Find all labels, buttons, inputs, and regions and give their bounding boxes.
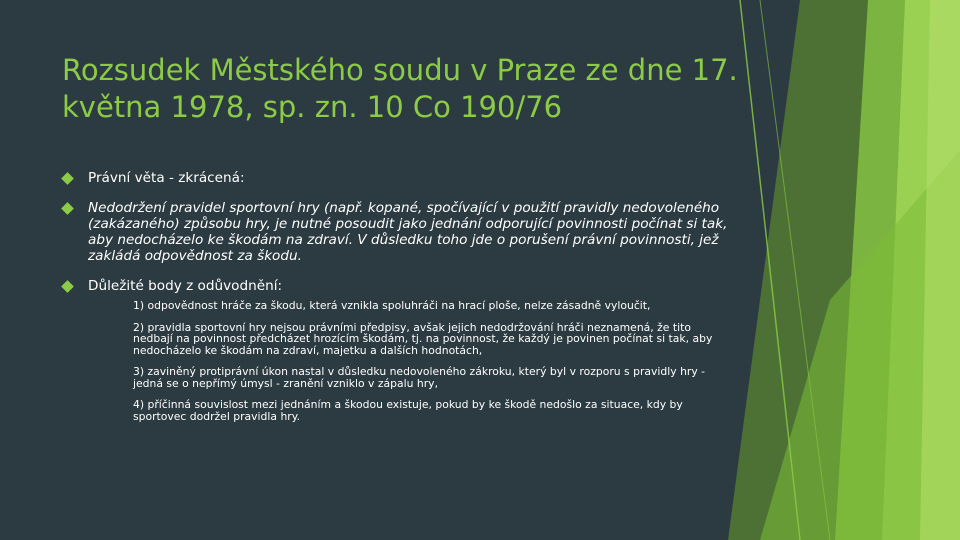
subpoint-list bbox=[133, 300, 723, 432]
subpoint-item: 3) zaviněný protiprávní úkon nastal v důsledku nedovoleného zákroku, který byl v rozporu s pravidly hry - jedná se o nepřímý úmysl - zranění vzniklo v zápalu hry, bbox=[133, 365, 706, 390]
bullet-item bbox=[62, 200, 742, 264]
subpoint-item: 2) pravidla sportovní hry nejsou právními předpisy, avšak jejich nedodržování hráči neznamená, že tito nedbají na povinnost předcházet hrozícím škodám, tj. na povinnost, že každý je povinen počínat si tak, aby nedocházelo ke škodám na zdraví, majetku a dalších hodnotách, bbox=[133, 320, 713, 357]
subpoint-item: 1) odpovědnost hráče za škodu, která vznikla spoluhráči na hrací ploše, nelze zásadně vyloučit, bbox=[133, 299, 651, 312]
diamond-bullet-icon bbox=[61, 172, 74, 185]
diamond-bullet-icon bbox=[61, 280, 74, 293]
subpoint-item: 4) příčinná souvislost mezi jednáním a škodou existuje, pokud by ke škodě nedošlo za situace, kdy by sportovec dodržel pravidla hry. bbox=[133, 398, 683, 423]
bullet-text: Nedodržení pravidel sportovní hry (např. kopané, spočívající v použití pravidly nedovoleného (zakázaného) způsobu hry, je nutné posoudit jako jednání odporující povinnosti počínat si tak, aby nedocházelo ke škodám na zdraví. V důsledku toho jde o porušení právní povinnosti, jež zakládá odpovědnost za škodu. bbox=[88, 200, 728, 264]
bullet-item bbox=[62, 170, 742, 186]
bullet-item bbox=[62, 278, 742, 294]
slide-title: Rozsudek Městského soudu v Praze ze dne 17. května 1978, sp. zn. 10 Co 190/76 bbox=[62, 53, 738, 124]
bullet-text: Právní věta - zkrácená: bbox=[88, 170, 245, 186]
bullet-list bbox=[62, 170, 742, 302]
bullet-text: Důležité body z odůvodnění: bbox=[88, 278, 283, 294]
diamond-bullet-icon bbox=[61, 202, 74, 215]
